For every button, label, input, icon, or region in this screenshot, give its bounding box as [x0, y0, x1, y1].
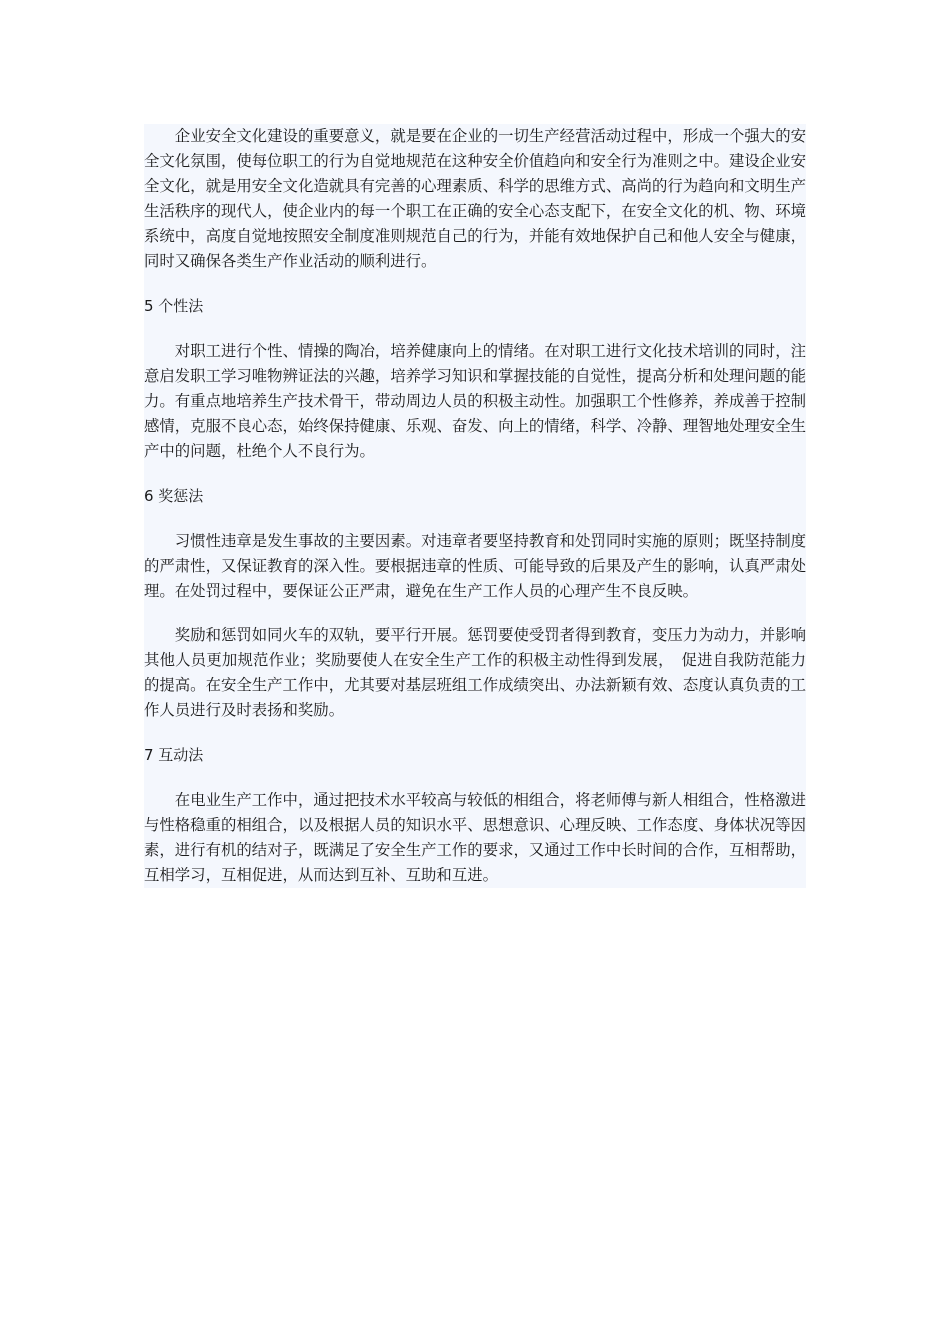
- paragraph-interaction-method: 在电业生产工作中，通过把技术水平较高与较低的相组合，将老师傅与新人相组合，性格激进与性格稳重的相组合，以及根据人员的知识水平、思想意识、心理反映、工作态度、身体状况等因素，进行有机的结对子，既满足了安全生产工作的要求，又通过工作中长时间的合作，互相帮助，互相学习，互相促进，从而达到互补、互助和互进。: [144, 791, 806, 884]
- document-content: [144, 124, 806, 888]
- section-heading-interaction-method: 7 互动法: [144, 746, 204, 764]
- paragraph-personality-method: 对职工进行个性、情操的陶冶，培养健康向上的情绪。在对职工进行文化技术培训的同时，注意启发职工学习唯物辨证法的兴趣，培养学习知识和掌握技能的自觉性，提高分析和处理问题的能力。有重点地培养生产技术骨干，带动周边人员的积极主动性。加强职工个性修养，养成善于控制感情，克服不良心态，始终保持健康、乐观、奋发、向上的情绪，科学、冷静、理智地处理安全生产中的问题，杜绝个人不良行为。: [144, 342, 806, 460]
- paragraph-habitual-violation: 习惯性违章是发生事故的主要因素。对违章者要坚持教育和处罚同时实施的原则；既坚持制度的严肃性，又保证教育的深入性。要根据违章的性质、可能导致的后果及产生的影响，认真严肃处理。在处罚过程中，要保证公正严肃，避免在生产工作人员的心理产生不良反映。: [144, 532, 806, 600]
- section-heading-personality-method: 5 个性法: [144, 297, 204, 315]
- paragraph-safety-culture: 企业安全文化建设的重要意义，就是要在企业的一切生产经营活动过程中，形成一个强大的安全文化氛围，使每位职工的行为自觉地规范在这种安全价值趋向和安全行为准则之中。建设企业安全文化，就是用安全文化造就具有完善的心理素质、科学的思维方式、高尚的行为趋向和文明生产生活秩序的现代人，使企业内的每一个职工在正确的安全心态支配下，在安全文化的机、物、环境系统中，高度自觉地按照安全制度准则规范自己的行为，并能有效地保护自己和他人安全与健康，同时又确保各类生产作业活动的顺利进行。: [144, 127, 806, 270]
- paragraph-reward-punishment: 奖励和惩罚如同火车的双轨，要平行开展。惩罚要使受罚者得到教育，变压力为动力，并影响其他人员更加规范作业；奖励要使人在安全生产工作的积极主动性得到发展， 促进自我防范能力的提高。在安全生产工作中，尤其要对基层班组工作成绩突出、办法新颖有效、态度认真负责的工作人员进行及时表扬和奖励。: [144, 626, 806, 719]
- section-heading-reward-punishment-method: 6 奖惩法: [144, 487, 204, 505]
